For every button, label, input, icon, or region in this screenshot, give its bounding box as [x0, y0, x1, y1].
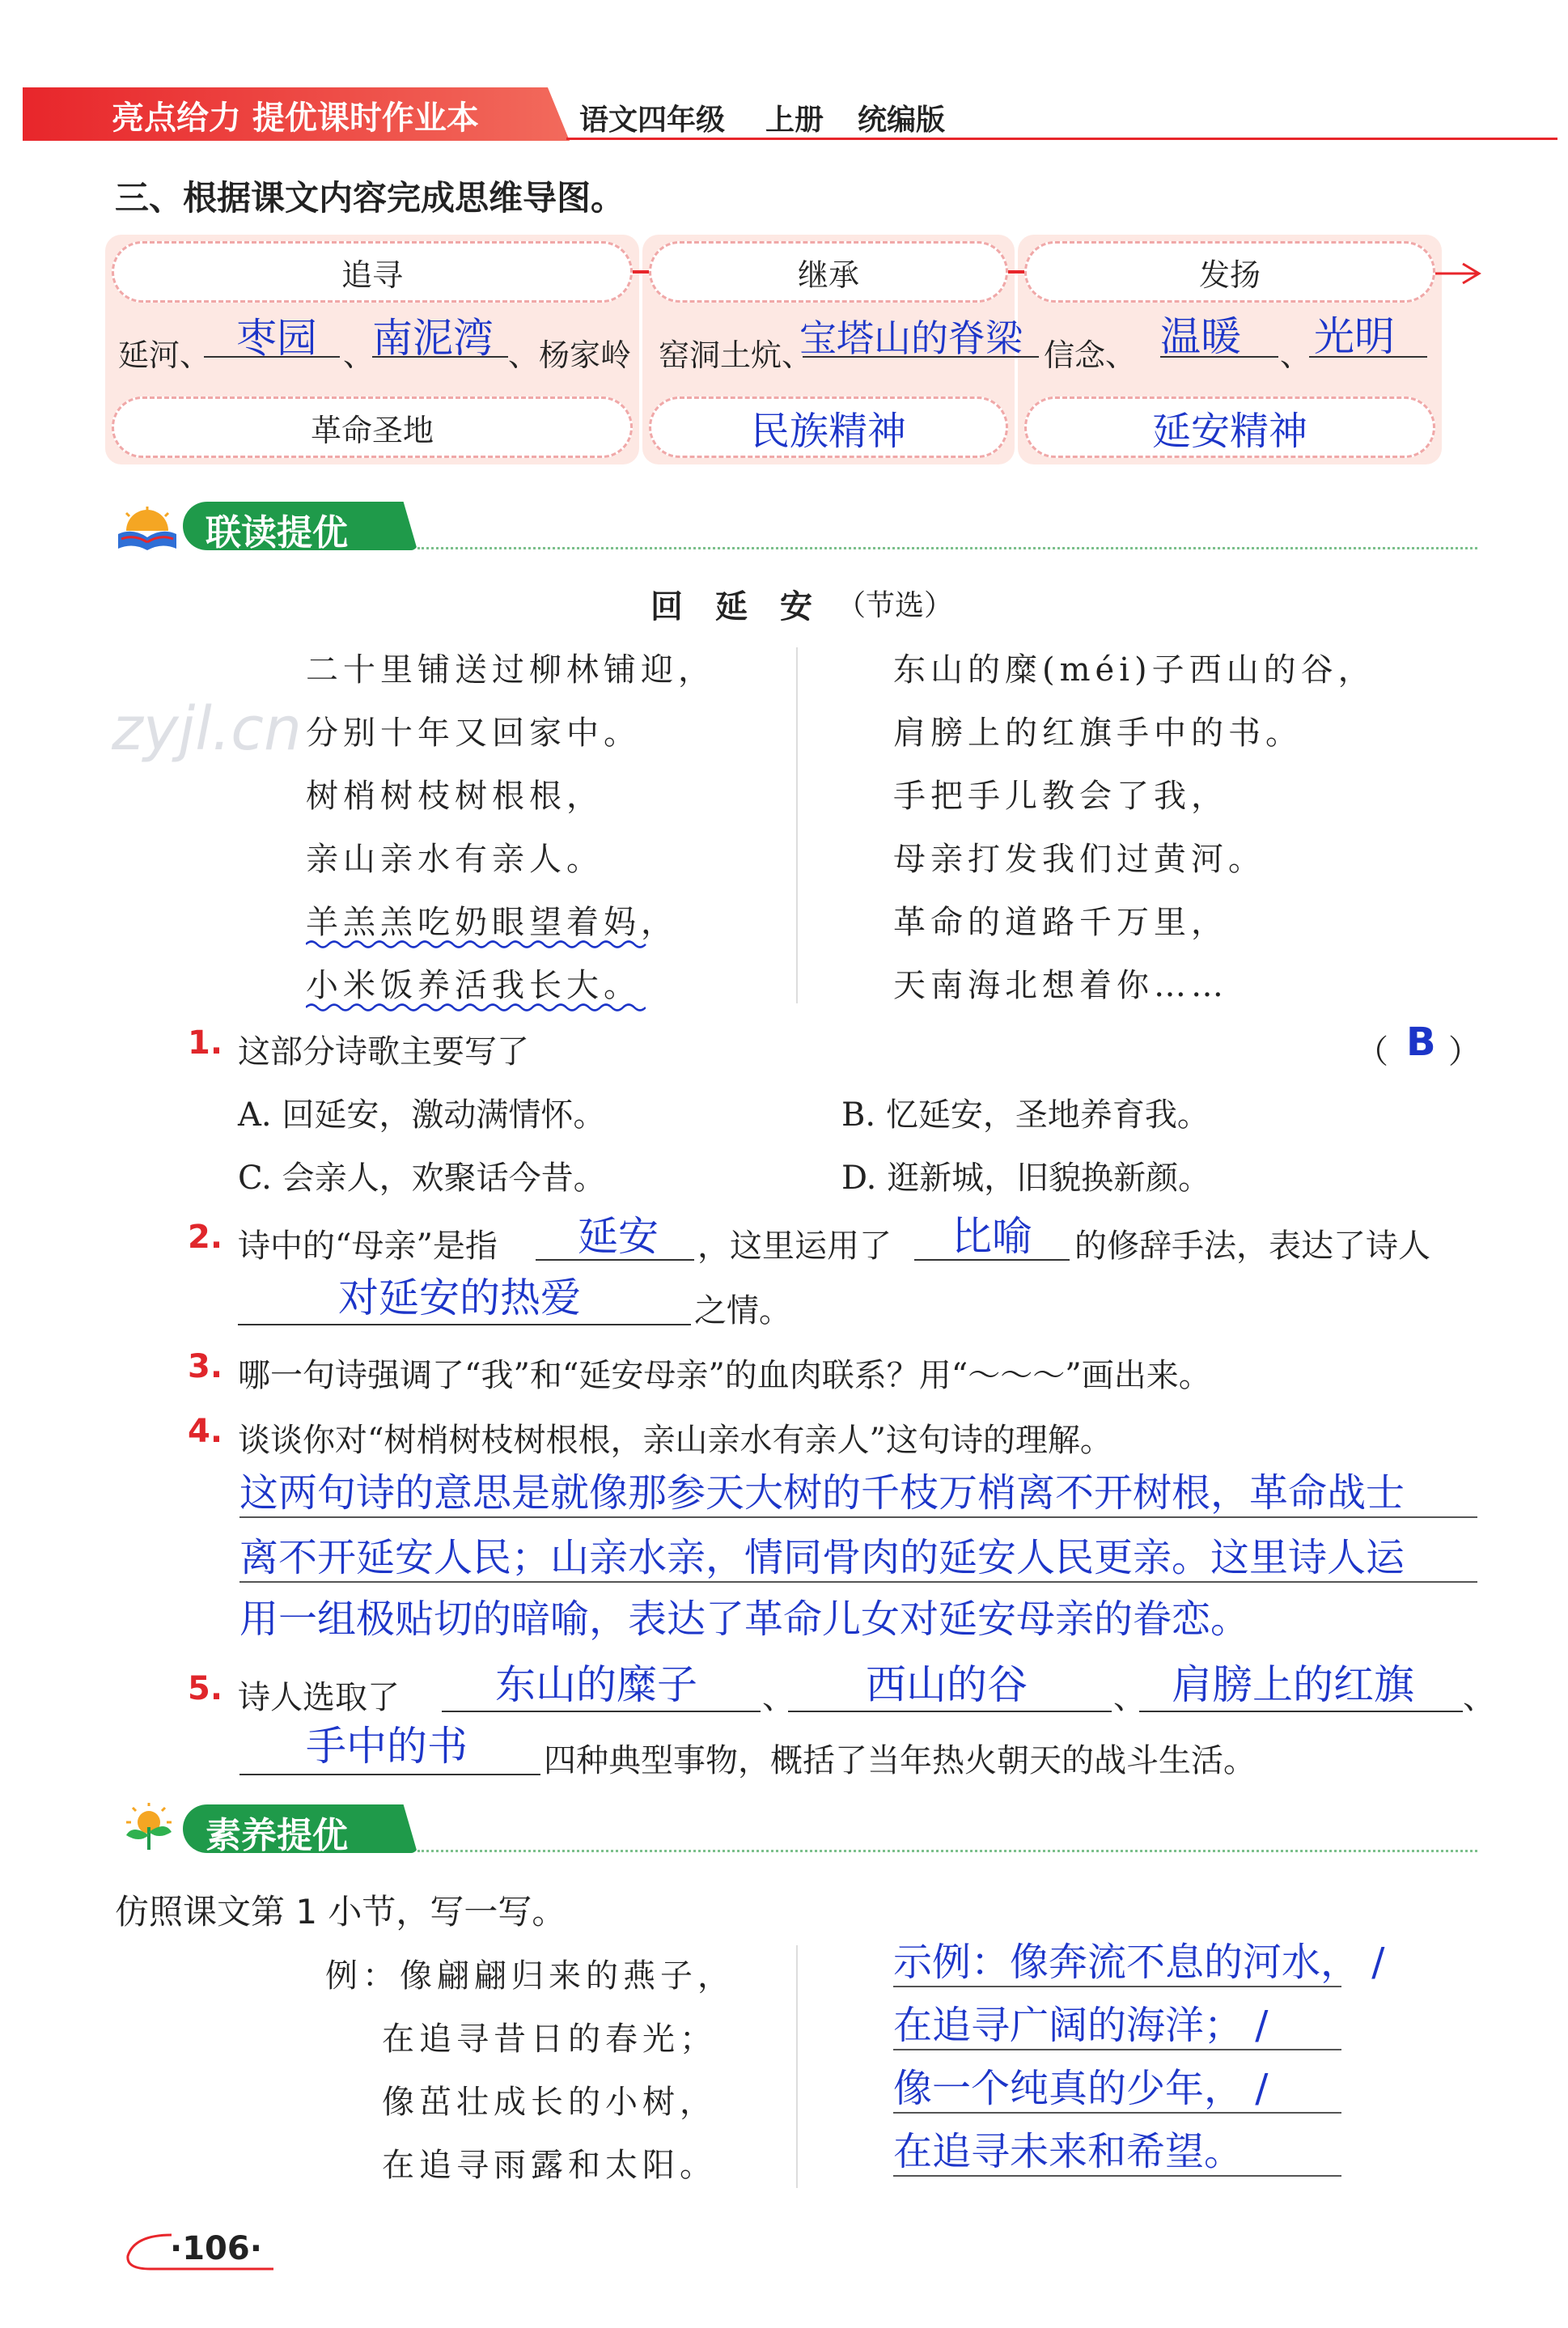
q5-text-1: 诗人选取了	[238, 1679, 400, 1716]
page-number: ·106·	[170, 2230, 262, 2267]
q4-ruled-line	[239, 1516, 1477, 1518]
literacy-ruled-line	[893, 2049, 1341, 2050]
mindmap-col1-top: 追寻	[112, 241, 633, 303]
poem-right-line: 革命的道路千万里，	[893, 904, 1228, 941]
mindmap-col3-prefix: 信念、	[1044, 337, 1137, 373]
book-sun-icon	[115, 507, 180, 552]
q1-number: 1.	[188, 1024, 223, 1062]
poem-left-line: 羊羔羔吃奶眼望着妈，	[306, 904, 678, 941]
q5-answer-1: 东山的糜子	[495, 1661, 697, 1708]
literacy-divider	[417, 1850, 1477, 1852]
header-edition: 统编版	[858, 104, 946, 137]
poem-right-line: 东山的糜(méi)子西山的谷，	[893, 651, 1375, 689]
mindmap-col3-answer1: 温暖	[1160, 313, 1241, 360]
q5-answer-2: 西山的谷	[866, 1661, 1028, 1708]
mindmap-col1-bottom: 革命圣地	[112, 396, 633, 458]
poem-left-line: 小米饭养活我长大。	[306, 967, 641, 1004]
mindmap-col2-bottom: 民族精神	[649, 396, 1008, 458]
example-line: 在追寻雨露和太阳。	[382, 2147, 717, 2184]
q4-ruled-line	[239, 1581, 1477, 1583]
q4-number: 4.	[188, 1413, 223, 1450]
poem-left-line: 亲山亲水有亲人。	[306, 841, 604, 878]
q2-text-3: 的修辞手法，表达了诗人	[1074, 1228, 1430, 1265]
poem-left-line: 二十里铺送过柳林铺迎，	[306, 651, 715, 689]
sprout-sun-icon	[118, 1803, 180, 1851]
poem-right-line: 母亲打发我们过黄河。	[893, 841, 1265, 878]
q5-sep-2: 、	[1113, 1679, 1146, 1716]
literacy-column-divider	[796, 1945, 798, 2188]
mindmap-col3-bottom: 延安精神	[1024, 396, 1435, 458]
wavy-underline-1	[306, 939, 654, 950]
mindmap-col1-answer1: 枣园	[236, 315, 317, 362]
watermark: zyjl.cn	[112, 694, 302, 764]
literacy-answer-line: 像一个纯真的少年， /	[893, 2066, 1269, 2111]
mindmap-col3-answer2: 光明	[1314, 313, 1395, 360]
mindmap-col3-sep: 、	[1280, 337, 1312, 373]
q1-option-c: C. 会亲人，欢聚话今昔。	[238, 1160, 606, 1197]
connector-2	[1008, 270, 1024, 274]
mindmap-col1-prefix: 延河、	[118, 337, 211, 373]
mindmap-col1-sep: 、	[343, 337, 375, 373]
q5-answer-3: 肩膀上的红旗	[1172, 1661, 1414, 1708]
literacy-ruled-line	[893, 2112, 1341, 2114]
q2-number: 2.	[188, 1219, 223, 1256]
literacy-answer-line: 在追寻未来和希望。	[893, 2129, 1244, 2174]
q2-text-4: 之情。	[694, 1292, 791, 1329]
q4-text: 谈谈你对“树梢树枝树根根，亲山亲水有亲人”这句诗的理解。	[238, 1422, 1112, 1459]
q5-blank-1	[442, 1711, 761, 1712]
mindmap-col2-prefix: 窑洞土炕、	[659, 337, 813, 373]
mindmap-col2-top: 继承	[649, 241, 1008, 303]
example-line: 像茁壮成长的小树，	[382, 2084, 717, 2121]
q5-blank-2	[788, 1711, 1112, 1712]
literacy-banner-text: 素养提优	[206, 1815, 348, 1856]
example-line: 例：像翩翩归来的燕子，	[325, 1957, 735, 1995]
poem-right-line: 肩膀上的红旗手中的书。	[893, 715, 1303, 752]
poem-title: 回 延 安	[651, 588, 812, 625]
literacy-answer-line: 示例：像奔流不息的河水， /	[893, 1940, 1385, 1985]
q1-answer: B	[1406, 1020, 1436, 1065]
q4-answer-line: 用一组极贴切的暗喻，表达了革命儿女对延安母亲的眷恋。	[239, 1597, 1250, 1642]
poem-note: （节选）	[837, 589, 954, 622]
q5-sep-3: 、	[1463, 1679, 1495, 1716]
q4-answer-line: 这两句诗的意思是就像那参天大树的千枝万梢离不开树根，革命战士	[239, 1470, 1405, 1516]
q1-paren-open: （	[1356, 1033, 1388, 1071]
reading-banner-text: 联读提优	[206, 512, 348, 553]
header-brand: 亮点给力 提优课时作业本	[112, 100, 479, 137]
arrow-right-icon	[1435, 259, 1484, 288]
header-volume: 上册	[765, 104, 824, 137]
q2-blank-3	[238, 1324, 691, 1325]
wavy-underline-2	[306, 1002, 646, 1013]
q5-blank-3	[1139, 1711, 1463, 1712]
mindmap-col1-answer2: 南泥湾	[372, 315, 494, 362]
q1-option-a: A. 回延安，激动满情怀。	[238, 1096, 606, 1134]
q1-paren-close: ）	[1448, 1033, 1481, 1071]
q4-answer-line: 离不开延安人民；山亲水亲，情同骨肉的延安人民更亲。这里诗人运	[239, 1535, 1405, 1580]
poem-left-line: 分别十年又回家中。	[306, 715, 641, 752]
q2-answer-3: 对延安的热爱	[338, 1274, 581, 1321]
literacy-answer-line: 在追寻广阔的海洋； /	[893, 2003, 1269, 2048]
section3-title: 三、根据课文内容完成思维导图。	[115, 178, 625, 218]
q5-answer-4: 手中的书	[306, 1723, 468, 1770]
poem-right-line: 天南海北想着你……	[893, 967, 1228, 1004]
q5-text-2: 四种典型事物，概括了当年热火朝天的战斗生活。	[544, 1742, 1256, 1779]
mindmap-col2-answer1: 宝塔山的脊梁	[799, 316, 1023, 360]
mindmap-col1-suffix: 、杨家岭	[508, 337, 632, 373]
q5-sep-1: 、	[762, 1679, 795, 1716]
header-subject: 语文四年级	[579, 104, 726, 137]
literacy-ruled-line	[893, 1986, 1341, 1987]
mindmap-col3-top: 发扬	[1024, 241, 1435, 303]
literacy-prompt: 仿照课文第 1 小节，写一写。	[115, 1892, 566, 1932]
poem-right-line: 手把手儿教会了我，	[893, 778, 1228, 815]
q1-text: 这部分诗歌主要写了	[238, 1033, 529, 1071]
q1-option-b: B. 忆延安，圣地养育我。	[841, 1096, 1210, 1134]
poem-left-line: 树梢树枝树根根，	[306, 778, 604, 815]
q3-number: 3.	[188, 1348, 223, 1385]
literacy-ruled-line	[893, 2175, 1341, 2177]
q2-text-1: 诗中的“母亲”是指	[238, 1228, 498, 1265]
q1-option-d: D. 逛新城，旧貌换新颜。	[841, 1160, 1211, 1197]
reading-divider	[417, 547, 1477, 549]
poem-column-divider	[796, 647, 798, 1003]
connector-1	[633, 270, 649, 274]
q5-blank-4	[239, 1774, 540, 1775]
q3-text: 哪一句诗强调了“我”和“延安母亲”的血肉联系？用“～～～”画出来。	[238, 1357, 1211, 1394]
q2-text-2: ，这里运用了	[697, 1228, 892, 1265]
example-line: 在追寻昔日的春光；	[382, 2021, 717, 2058]
q2-answer-1: 延安	[578, 1213, 659, 1260]
q2-answer-2: 比喻	[951, 1213, 1032, 1260]
q5-number: 5.	[188, 1670, 223, 1707]
